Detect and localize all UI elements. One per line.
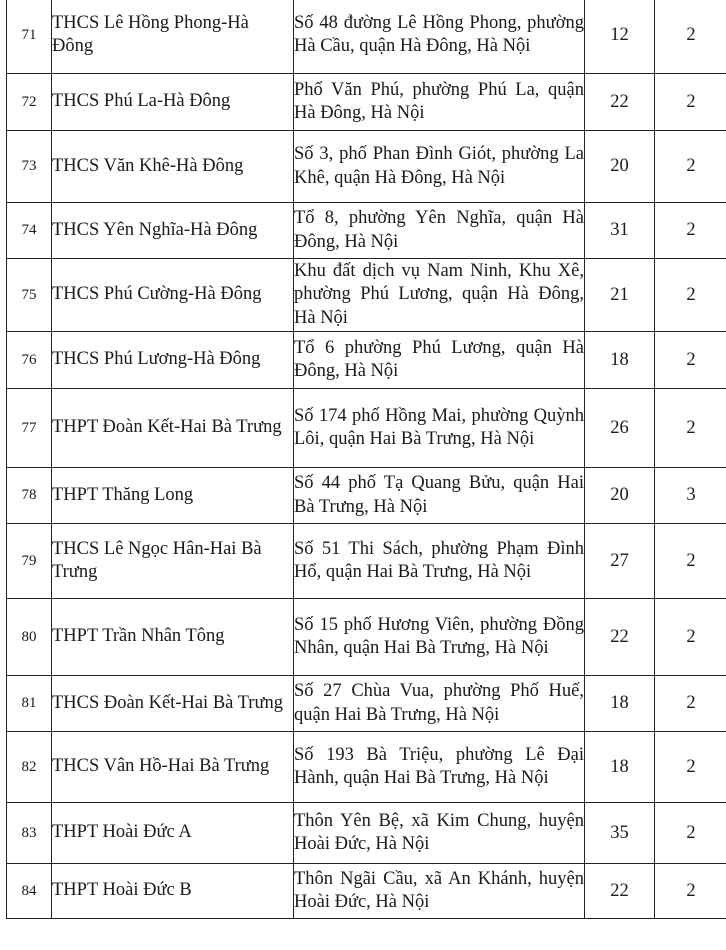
- cell-index-text: 80: [21, 628, 37, 645]
- cell-address: [294, 131, 585, 203]
- table-row: [7, 468, 726, 524]
- cell-school-name-text: THCS Lê Hồng Phong-Hà Đông: [52, 12, 249, 56]
- cell-index: [7, 0, 52, 74]
- cell-room-count: [585, 203, 655, 259]
- cell-room-count-text: 18: [610, 756, 629, 777]
- cell-floor-count-text: 2: [686, 880, 696, 901]
- cell-address-text: Khu đất dịch vụ Nam Ninh, Khu Xê, phường Phú Lương, quận Hà Đông, Hà Nội: [294, 260, 584, 328]
- cell-index: [7, 864, 52, 919]
- cell-room-count-text: 22: [610, 880, 629, 901]
- table-row: [7, 259, 726, 332]
- table-row: [7, 676, 726, 732]
- cell-index: [7, 803, 52, 864]
- cell-floor-count-text: 2: [686, 756, 696, 777]
- cell-floor-count-text: 2: [686, 156, 696, 176]
- cell-school-name: [52, 732, 294, 803]
- cell-index-text: 83: [21, 824, 37, 841]
- cell-school-name: [52, 74, 294, 131]
- cell-school-name: [52, 864, 294, 919]
- cell-index: [7, 389, 52, 468]
- cell-room-count-text: 27: [610, 550, 629, 571]
- cell-school-name-text: THCS Yên Nghĩa-Hà Đông: [52, 219, 258, 240]
- cell-school-name-text: THCS Phú Lương-Hà Đông: [52, 349, 261, 370]
- cell-address: [294, 732, 585, 803]
- cell-room-count-text: 21: [610, 284, 629, 305]
- cell-floor-count: [655, 389, 726, 468]
- cell-index: [7, 676, 52, 732]
- cell-room-count: [585, 0, 655, 74]
- cell-school-name: [52, 468, 294, 524]
- cell-school-name-text: THCS Vân Hồ-Hai Bà Trưng: [52, 756, 270, 777]
- cell-index-text: 84: [21, 882, 37, 899]
- cell-school-name: [52, 803, 294, 864]
- cell-school-name-text: THPT Đoàn Kết-Hai Bà Trưng: [52, 417, 282, 438]
- cell-room-count: [585, 524, 655, 599]
- cell-address-text: Phố Văn Phú, phường Phú La, quận Hà Đông, Hà Nội: [294, 79, 584, 123]
- cell-floor-count-text: 2: [686, 550, 696, 571]
- cell-index-text: 82: [21, 758, 37, 775]
- cell-floor-count: [655, 468, 726, 524]
- cell-address-text: Số 51 Thi Sách, phường Phạm Đình Hổ, quận Hai Bà Trưng, Hà Nội: [294, 538, 584, 582]
- cell-address: [294, 599, 585, 676]
- cell-floor-count-text: 2: [686, 693, 696, 713]
- cell-address-text: Số 48 đường Lê Hồng Phong, phường Hà Cầu, quận Hà Đông, Hà Nội: [294, 12, 584, 56]
- cell-address-text: Thôn Ngãi Cầu, xã An Khánh, huyện Hoài Đức, Hà Nội: [294, 868, 584, 912]
- cell-floor-count-text: 2: [686, 349, 696, 370]
- cell-floor-count: [655, 0, 726, 74]
- cell-index-text: 74: [21, 222, 37, 238]
- cell-index-text: 76: [21, 351, 37, 368]
- cell-address-text: Số 3, phố Phan Đình Giót, phường La Khê, quận Hà Đông, Hà Nội: [294, 144, 584, 188]
- cell-floor-count: [655, 203, 726, 259]
- cell-floor-count: [655, 74, 726, 131]
- table-row: [7, 332, 726, 389]
- table-row: [7, 599, 726, 676]
- cell-address-text: Số 193 Bà Triệu, phường Lê Đại Hành, quận Hai Bà Trưng, Hà Nội: [294, 744, 584, 788]
- cell-floor-count: [655, 524, 726, 599]
- cell-school-name-text: THCS Phú Cường-Hà Đông: [52, 284, 262, 305]
- cell-index: [7, 468, 52, 524]
- cell-room-count: [585, 599, 655, 676]
- cell-floor-count-text: 2: [686, 417, 696, 438]
- cell-floor-count-text: 2: [686, 626, 696, 647]
- cell-index-text: 72: [21, 93, 37, 110]
- cell-address-text: Số 174 phố Hồng Mai, phường Quỳnh Lôi, quận Hai Bà Trưng, Hà Nội: [294, 405, 584, 449]
- cell-index-text: 75: [21, 286, 37, 303]
- cell-address: [294, 864, 585, 919]
- cell-room-count-text: 26: [610, 417, 629, 438]
- cell-school-name: [52, 259, 294, 332]
- table-row: [7, 389, 726, 468]
- cell-index-text: 78: [21, 487, 37, 503]
- cell-index-text: 79: [21, 552, 37, 569]
- cell-address: [294, 803, 585, 864]
- cell-school-name-text: THPT Trần Nhân Tông: [52, 626, 225, 647]
- cell-index: [7, 732, 52, 803]
- cell-school-name-text: THCS Lê Ngọc Hân-Hai Bà Trưng: [52, 538, 262, 582]
- cell-room-count: [585, 332, 655, 389]
- cell-address-text: Số 44 phố Tạ Quang Bửu, quận Hai Bà Trưng, Hà Nội: [294, 473, 584, 517]
- cell-floor-count-text: 2: [686, 24, 696, 45]
- cell-floor-count: [655, 599, 726, 676]
- cell-school-name: [52, 389, 294, 468]
- cell-floor-count: [655, 732, 726, 803]
- cell-floor-count-text: 2: [686, 91, 696, 112]
- cell-address: [294, 468, 585, 524]
- table-row: [7, 0, 726, 74]
- cell-floor-count: [655, 332, 726, 389]
- cell-room-count-text: 12: [610, 24, 629, 45]
- cell-room-count: [585, 131, 655, 203]
- cell-index: [7, 203, 52, 259]
- cell-index: [7, 524, 52, 599]
- cell-floor-count: [655, 676, 726, 732]
- cell-room-count: [585, 468, 655, 524]
- cell-school-name: [52, 0, 294, 74]
- cell-index-text: 73: [21, 158, 37, 174]
- cell-school-name: [52, 332, 294, 389]
- cell-index-text: 71: [21, 26, 37, 43]
- cell-school-name: [52, 676, 294, 732]
- cell-school-name-text: THPT Thăng Long: [52, 484, 194, 505]
- cell-room-count-text: 35: [610, 822, 629, 843]
- table-row: [7, 74, 726, 131]
- cell-room-count: [585, 259, 655, 332]
- cell-room-count: [585, 389, 655, 468]
- table-row: [7, 732, 726, 803]
- table-row: [7, 203, 726, 259]
- cell-address-text: Số 27 Chùa Vua, phường Phố Huế, quận Hai Bà Trưng, Hà Nội: [294, 681, 584, 725]
- cell-floor-count: [655, 131, 726, 203]
- cell-index-text: 77: [21, 419, 37, 436]
- cell-floor-count: [655, 864, 726, 919]
- cell-room-count: [585, 74, 655, 131]
- cell-floor-count-text: 2: [686, 822, 696, 843]
- cell-address: [294, 74, 585, 131]
- cell-room-count-text: 22: [610, 91, 629, 112]
- cell-index: [7, 259, 52, 332]
- cell-address: [294, 524, 585, 599]
- cell-school-name: [52, 599, 294, 676]
- cell-address-text: Tổ 8, phường Yên Nghĩa, quận Hà Đông, Hà Nội: [294, 208, 584, 252]
- cell-room-count-text: 31: [610, 220, 629, 240]
- cell-school-name-text: THCS Văn Khê-Hà Đông: [52, 155, 244, 176]
- exam-venue-table: [6, 0, 726, 919]
- cell-address-text: Số 15 phố Hương Viên, phường Đồng Nhân, quận Hai Bà Trưng, Hà Nội: [294, 614, 584, 658]
- cell-address-text: Thôn Yên Bệ, xã Kim Chung, huyện Hoài Đức, Hà Nội: [294, 810, 584, 854]
- table-row: [7, 131, 726, 203]
- table-row: [7, 803, 726, 864]
- table-row: [7, 524, 726, 599]
- cell-room-count-text: 20: [610, 485, 629, 505]
- cell-school-name: [52, 203, 294, 259]
- cell-address: [294, 259, 585, 332]
- cell-floor-count: [655, 803, 726, 864]
- cell-room-count-text: 18: [610, 349, 629, 370]
- cell-room-count-text: 18: [610, 693, 629, 713]
- cell-school-name: [52, 524, 294, 599]
- cell-room-count: [585, 732, 655, 803]
- cell-floor-count-text: 2: [686, 220, 696, 240]
- cell-school-name-text: THCS Phú La-Hà Đông: [52, 91, 231, 112]
- cell-room-count: [585, 864, 655, 919]
- cell-room-count: [585, 676, 655, 732]
- cell-index: [7, 131, 52, 203]
- cell-room-count-text: 22: [610, 626, 629, 647]
- cell-floor-count-text: 3: [686, 485, 696, 505]
- cell-floor-count-text: 2: [686, 284, 696, 305]
- cell-address-text: Tổ 6 phường Phú Lương, quận Hà Đông, Hà Nội: [294, 337, 584, 381]
- cell-index-text: 81: [21, 695, 37, 711]
- cell-address: [294, 203, 585, 259]
- cell-index: [7, 332, 52, 389]
- table-row: [7, 864, 726, 919]
- cell-school-name-text: THPT Hoài Đức A: [52, 822, 192, 843]
- cell-room-count-text: 20: [610, 156, 629, 176]
- cell-address: [294, 389, 585, 468]
- table-body: [7, 0, 726, 919]
- cell-school-name-text: THCS Đoàn Kết-Hai Bà Trưng: [52, 692, 283, 713]
- cell-index: [7, 74, 52, 131]
- cell-school-name-text: THPT Hoài Đức B: [52, 880, 192, 901]
- cell-address: [294, 332, 585, 389]
- cell-school-name: [52, 131, 294, 203]
- cell-address: [294, 676, 585, 732]
- cell-floor-count: [655, 259, 726, 332]
- cell-index: [7, 599, 52, 676]
- cell-room-count: [585, 803, 655, 864]
- cell-address: [294, 0, 585, 74]
